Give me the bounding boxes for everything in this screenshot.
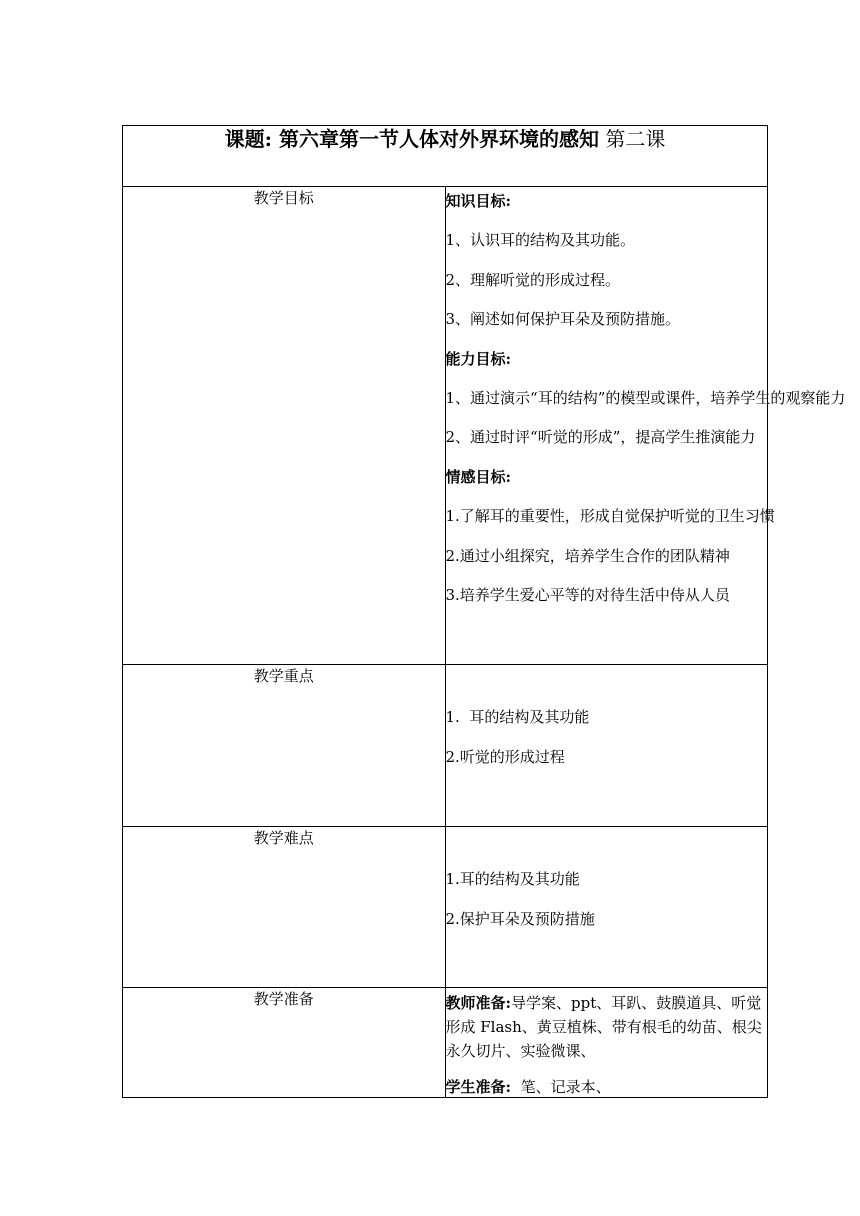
preparation-label: 教学准备: [123, 988, 446, 1098]
emotion-goal-item: 1.了解耳的重要性，形成自觉保护听觉的卫生习惯: [445, 507, 775, 526]
ability-goals-heading: 能力目标:: [445, 349, 512, 368]
difficult-points-label: 教学难点: [123, 827, 446, 988]
title-cell: [123, 126, 768, 187]
goals-label: 教学目标: [123, 187, 446, 665]
difficult-point-item: 1.耳的结构及其功能: [445, 870, 580, 888]
lesson-title-bold: 课题: 第六章第一节人体对外界环境的感知: [224, 127, 599, 151]
key-points-label: 教学重点: [123, 665, 446, 827]
emotion-goal-item: 2.通过小组探究，培养学生合作的团队精神: [445, 546, 730, 565]
ability-goal-item: 2、通过时评“听觉的形成”，提高学生推演能力: [445, 428, 756, 447]
difficult-points-content: [445, 827, 768, 988]
emotion-goal-item: 3.培养学生爱心平等的对待生活中侍从人员: [445, 585, 730, 604]
student-preparation: [446, 1077, 768, 1097]
key-points-content: [445, 665, 768, 827]
teacher-preparation: [446, 991, 768, 1063]
lesson-title: [225, 127, 666, 151]
lesson-plan-table: [122, 125, 846, 1098]
teacher-preparation-text: 导学案、ppt、耳趴、鼓膜道具、听觉形成 Flash、黄豆植株、带有根毛的幼苗、根尖永久切片、实验微课、: [445, 994, 762, 1060]
knowledge-goals-heading: 知识目标:: [445, 192, 512, 210]
key-point-item: 2.听觉的形成过程: [445, 748, 565, 766]
difficult-point-item: 2.保护耳朵及预防措施: [445, 910, 595, 928]
key-point-item: 1. 耳的结构及其功能: [445, 708, 590, 726]
lesson-title-suffix: 第二课: [605, 127, 666, 151]
teacher-preparation-heading: 教师准备:: [445, 994, 512, 1012]
preparation-content: [445, 988, 768, 1098]
knowledge-goal-item: 3、阐述如何保护耳朵及预防措施。: [445, 310, 681, 329]
emotion-goals-heading: 情感目标:: [445, 467, 512, 486]
student-preparation-text: 笔、记录本、: [511, 1078, 611, 1096]
goals-content: [445, 187, 846, 665]
student-preparation-heading: 学生准备:: [445, 1078, 512, 1096]
ability-goal-item: 1、通过演示“耳的结构”的模型或课件，培养学生的观察能力: [445, 388, 846, 407]
knowledge-goal-item: 2、理解听觉的形成过程。: [445, 270, 621, 289]
knowledge-goal-item: 1、认识耳的结构及其功能。: [445, 231, 636, 250]
